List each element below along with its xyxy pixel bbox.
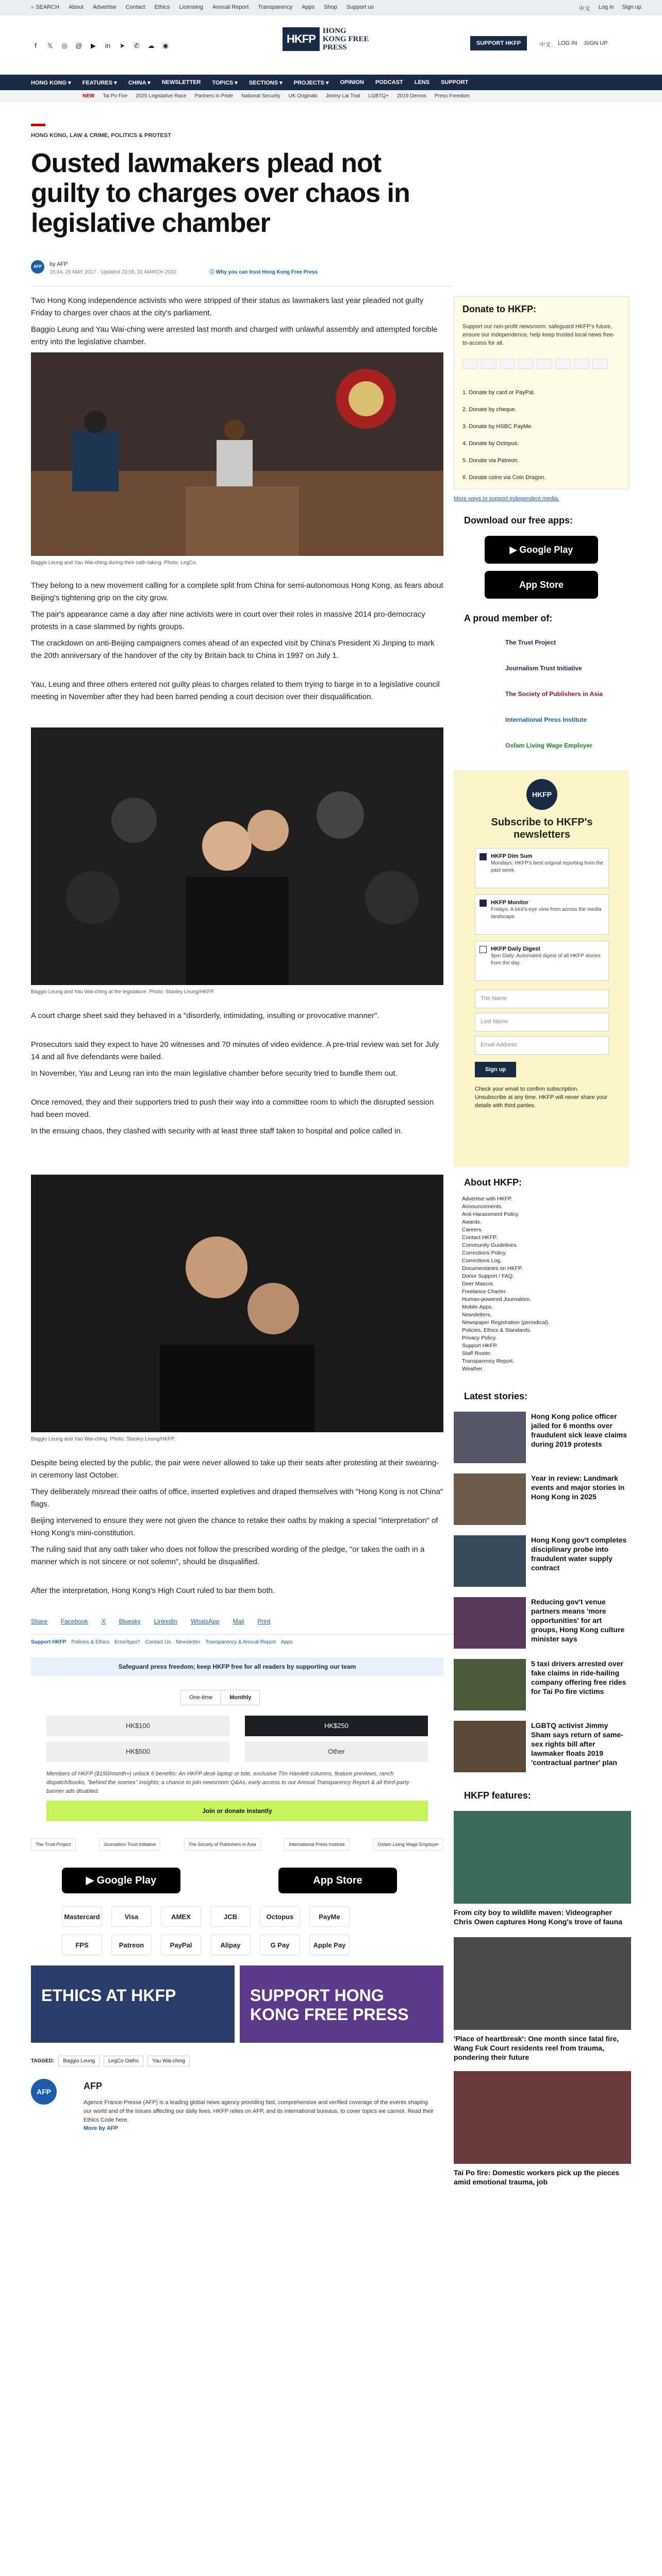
nav-support[interactable]: SUPPORT <box>441 79 469 86</box>
trend-link[interactable]: 2025 Legislative Race <box>136 93 187 99</box>
about-link[interactable]: Corrections Policy. <box>462 1250 507 1256</box>
one-time-tab[interactable]: One-time <box>189 1694 213 1701</box>
footer-link[interactable]: Transparency & Annual Report <box>205 1639 276 1645</box>
card-icon <box>574 359 589 369</box>
transparency-link[interactable]: Transparency <box>258 4 293 10</box>
apps-link[interactable]: Apps <box>302 4 315 10</box>
footer-link[interactable]: Policies & Ethics <box>71 1639 110 1645</box>
amount-option[interactable]: HK$100 <box>46 1716 229 1736</box>
feature-story[interactable]: 'Place of heartbreak': One month since fatal fire, Wang Fuk Court residents reel from trauma, pondering their future <box>454 1937 631 2062</box>
tag[interactable]: LegCo Oaths <box>104 2056 143 2066</box>
feature-image[interactable] <box>454 1811 631 1904</box>
membership-logos <box>31 1834 443 1855</box>
about-link[interactable]: Careers. <box>462 1227 483 1233</box>
trend-link[interactable]: Press Freedom <box>434 93 470 99</box>
trend-link[interactable]: National Security <box>241 93 280 99</box>
article-title: Ousted lawmakers plead not guilty to charges over chaos in legislative chamber <box>31 148 410 238</box>
card-icon <box>592 359 608 369</box>
paragraph: They deliberately misread their oaths of office, inserted expletives and draped themselves with "Hong Kong is not China" flags. <box>31 1487 443 1509</box>
share-print[interactable]: Print <box>257 1618 271 1625</box>
divider <box>31 1634 454 1635</box>
annual-report-link[interactable]: Annual Report <box>212 4 249 10</box>
app-store-button[interactable]: App Store <box>278 1868 397 1893</box>
footer-link[interactable]: Error/typo? <box>114 1639 140 1645</box>
paragraph: In the ensuing chaos, they clashed with security with at least three staff taken to hospital and police called in. <box>31 1127 403 1136</box>
payment-methods-row-1 <box>62 1906 350 1927</box>
about-link[interactable]: Documentaries on HKFP. <box>462 1265 523 1272</box>
gpay-icon: G Pay <box>260 1935 300 1955</box>
ipi-logo[interactable]: International Press Institute <box>284 1838 350 1851</box>
newsletter-option[interactable]: HKFP Monitor Fridays: A bird's-eye view from across the media landscape. <box>475 894 609 935</box>
newsletter-heading: Subscribe to HKFP's newsletters <box>491 817 593 840</box>
payme-icon: PayMe <box>309 1906 350 1927</box>
login-link[interactable]: Log in <box>598 4 614 10</box>
signup-link[interactable]: Sign up <box>622 4 641 10</box>
oxfam-logo[interactable]: Oxfam Living Wage Employer <box>373 1838 443 1851</box>
nav-podcast[interactable]: PODCAST <box>375 79 403 86</box>
about-link[interactable]: Awards. <box>462 1219 482 1225</box>
newsletter-logo: HKFP <box>526 779 557 810</box>
checkbox[interactable] <box>479 900 487 907</box>
donate-option[interactable]: 3. Donate by HSBC PayMe. <box>462 423 533 430</box>
donate-box <box>454 296 629 489</box>
trend-link[interactable]: 2019 Demos <box>397 93 426 99</box>
donate-option[interactable]: 2. Donate by cheque. <box>462 406 517 413</box>
nav-features[interactable]: FEATURES ▾ <box>82 80 117 86</box>
feature-image[interactable] <box>454 1937 631 2030</box>
mastercard-icon: Mastercard <box>62 1906 102 1927</box>
paragraph: In November, Yau and Leung ran into the main legislative chamber before security tried to bundle them out. <box>31 1069 398 1078</box>
facebook-icon[interactable]: f <box>35 42 37 49</box>
share-label[interactable]: Share <box>31 1618 48 1625</box>
site-logo[interactable]: HKFP HONG KONG FREE PRESS <box>283 25 386 54</box>
card-icon <box>500 359 515 369</box>
search-link[interactable]: ⌕ SEARCH <box>31 4 60 10</box>
nav-lens[interactable]: LENS <box>414 79 430 86</box>
byline-author[interactable]: by AFP <box>49 261 68 267</box>
about-heading: About HKFP: <box>464 1177 522 1188</box>
donate-text: Support our non-profit newsroom: safeguard HKFP's future, ensure our independence, help keep trusted local news free-to-access for all. <box>462 324 615 346</box>
amount-option[interactable]: HK$500 <box>46 1741 229 1762</box>
trust-project[interactable]: The Trust Project <box>505 639 556 646</box>
jti[interactable]: Journalism Trust Initiative <box>505 665 582 672</box>
amex-icon: AMEX <box>161 1906 201 1927</box>
photo-caption: Baggio Leung and Yau Wai-ching at the legislature. Photo: Stanley Leung/HKFP. <box>31 989 214 995</box>
safeguard-banner: Safeguard press freedom; keep HKFP free for all readers by supporting our team <box>31 1657 443 1676</box>
monthly-tab[interactable]: Monthly <box>221 1690 259 1705</box>
sidebar-google-play[interactable]: ▶ Google Play <box>485 536 598 564</box>
donate-option[interactable]: 5. Donate via Patreon. <box>462 457 519 464</box>
newsletter-option[interactable]: HKFP Dim Sum Mondays: HKFP's best original reporting from the past week. <box>475 848 609 888</box>
social-icons <box>31 41 170 50</box>
masthead-login[interactable]: LOG IN <box>558 40 577 46</box>
story-thumbnail[interactable] <box>454 1721 526 1772</box>
lang-switch[interactable]: 中文 <box>539 42 551 48</box>
first-name-input[interactable]: The Name <box>475 990 609 1008</box>
youtube-icon[interactable]: ▶ <box>91 42 96 49</box>
paypal-icon: PayPal <box>161 1935 201 1955</box>
share-bar <box>31 1618 270 1625</box>
about-link[interactable]: Freelance Charter. <box>462 1289 507 1295</box>
story-thumbnail[interactable] <box>454 1535 526 1587</box>
donate-option[interactable]: 4. Donate by Octopus. <box>462 440 519 447</box>
paragraph: Two Hong Kong independence activists who were stripped of their status as lawmakers last year pleaded not guilty Friday to charges over chaos at the city's parliament. <box>31 296 424 317</box>
share-facebook[interactable]: Facebook <box>61 1618 88 1625</box>
share-x[interactable]: X <box>101 1618 106 1625</box>
author-box <box>31 2079 443 2151</box>
card-icon <box>481 359 496 369</box>
card-icon <box>518 359 534 369</box>
story-thumbnail[interactable] <box>454 1412 526 1463</box>
apps-heading: Download our free apps: <box>464 515 573 526</box>
paragraph: Baggio Leung and Yau Wai-ching were arrested last month and charged with unlawful assembly and attempted forcible entry into the legislative chamber. <box>31 325 438 346</box>
photo-caption: Baggio Leung and Yau Wai-ching during their oath-taking. Photo: LegCo. <box>31 560 197 566</box>
about-link[interactable]: Anti-Harassment Policy. <box>462 1211 520 1217</box>
member-heading: A proud member of: <box>464 613 553 623</box>
lang-link[interactable]: 中文 <box>578 6 590 12</box>
paragraph: The crackdown on anti-Beijing campaigners comes ahead of an expected visit by China's President Xi Jinping to mark the 20th anniversary of the handover of the city by Britain back to China in 1997 on July 1. <box>31 639 435 660</box>
latest-story[interactable]: Reducing gov't venue partners means 'more opportunities' for art groups, Hong Kong culture minister says <box>454 1597 631 1659</box>
photo-caption: Baggio Leung and Yau Wai-ching. Photo: Stanley Leung/HKFP. <box>31 1436 175 1442</box>
patreon-icon: Patreon <box>111 1935 152 1955</box>
about-link[interactable]: Privacy Policy. <box>462 1335 497 1341</box>
nav-opinion[interactable]: OPINION <box>340 79 364 86</box>
about-link[interactable]: Staff Roster. <box>462 1350 492 1357</box>
tag[interactable]: Yau Wai-ching <box>147 2056 190 2066</box>
threads-icon[interactable]: @ <box>75 42 82 49</box>
paragraph: They belong to a new movement calling for a complete split from China for semi-autonomous Hong Kong, as fears about Beijing's tightening grip on the city grow. <box>31 581 443 602</box>
bluesky-icon[interactable]: ☁ <box>147 42 155 49</box>
article-photo-closeup <box>31 1175 443 1432</box>
checkbox[interactable] <box>479 946 487 953</box>
masthead-signup[interactable]: SIGN UP <box>584 40 608 46</box>
article-photo-oath <box>31 352 443 556</box>
about-link[interactable]: Announcements. <box>462 1204 503 1210</box>
about-link[interactable]: Contact HKFP. <box>462 1234 498 1241</box>
about-link[interactable]: Community Guidelines. <box>462 1242 518 1248</box>
linkedin-icon[interactable]: in <box>105 42 111 49</box>
newsletter-note: Check your email to confirm subscription. Unsubscribe at any time. HKFP will never share your details with third parties. <box>475 1086 608 1109</box>
paragraph: A court charge sheet said they behaved in a "disorderly, intimidating, insulting or provocative manner". <box>31 1011 379 1020</box>
ipi[interactable]: International Press Institute <box>505 716 587 723</box>
paragraph: Prosecutors said they expect to have 20 witnesses and 70 minutes of video evidence. A pre-trial review was set for July 14 and all five defendants were bailed. <box>31 1040 439 1061</box>
paragraph: The pair's appearance came a day after nine activists were in court over their roles in massive 2014 pro-democracy protests in a case slammed by rights groups. <box>31 610 425 631</box>
paragraph: After the interpretation, Hong Kong's High Court ruled to bar them both. <box>31 1586 275 1595</box>
trend-link[interactable]: Jimmy Lai Trial <box>325 93 360 99</box>
rss-icon[interactable]: ◉ <box>162 42 169 49</box>
about-link[interactable]: Weather. <box>462 1366 484 1372</box>
visa-icon: Visa <box>111 1906 152 1927</box>
latest-story[interactable]: Hong Kong gov't completes disciplinary probe into fraudulent water supply contract <box>454 1535 631 1597</box>
share-linkedin[interactable]: LinkedIn <box>154 1618 178 1625</box>
latest-story[interactable]: LGBTQ activist Jimmy Sham says return of same-sex rights bill after lawmaker floats 2019 'contractual partner' plan <box>454 1721 631 1783</box>
telegram-icon[interactable]: ➤ <box>119 42 125 49</box>
share-whatsapp[interactable]: WhatsApp <box>191 1618 220 1625</box>
sopa-logo[interactable]: The Society of Publishers in Asia <box>184 1838 261 1851</box>
nav-sections[interactable]: SECTIONS ▾ <box>249 80 283 86</box>
article-photo-crowd <box>31 727 443 985</box>
tags <box>31 2056 190 2066</box>
support-hkfp-button[interactable]: SUPPORT HKFP <box>470 36 527 50</box>
jcb-icon: JCB <box>210 1906 251 1927</box>
donate-heading: Donate to HKFP: <box>462 304 536 314</box>
section-accent-bar <box>31 124 45 126</box>
about-link[interactable]: Corrections Log. <box>462 1258 502 1264</box>
sidebar-app-store[interactable]: App Store <box>485 571 598 599</box>
contact-link[interactable]: Contact <box>125 4 145 10</box>
alipay-icon: Alipay <box>210 1935 251 1955</box>
tag[interactable]: Baggio Leung <box>58 2056 100 2066</box>
nav-newsletter[interactable]: NEWSLETTER <box>161 79 201 86</box>
latest-heading: Latest stories: <box>464 1391 528 1401</box>
feature-story[interactable]: Tai Po fire: Domestic workers pick up the pieces amid emotional trauma, job <box>454 2071 631 2187</box>
about-link[interactable]: Donor Support / FAQ. <box>462 1273 514 1279</box>
share-mail[interactable]: Mail <box>233 1618 244 1625</box>
about-link[interactable]: Transparency Report. <box>462 1358 515 1364</box>
oxfam[interactable]: Oxfam Living Wage Employer <box>505 742 592 749</box>
trend-link[interactable]: Partners in Pride <box>194 93 234 99</box>
jti-logo[interactable]: Journalism Trust Initiative <box>99 1838 161 1851</box>
footer-link[interactable]: Apps <box>280 1639 293 1645</box>
share-bluesky[interactable]: Bluesky <box>119 1618 141 1625</box>
donate-option[interactable]: 6. Donate coins via Coin Dragon. <box>462 474 546 481</box>
feature-story[interactable]: From city boy to wildlife maven: Videographer Chris Owen captures Hong Kong's trove of fauna <box>454 1811 631 1926</box>
amount-option-selected[interactable]: HK$250 <box>245 1716 428 1736</box>
features-heading: HKFP features: <box>464 1790 531 1801</box>
paragraph: Once removed, they and their supporters tried to push their way into a committee room to which the disrupted session had been moved. <box>31 1098 434 1119</box>
card-icon <box>555 359 571 369</box>
email-input[interactable]: Email Address <box>475 1036 609 1055</box>
support-promo[interactable]: SUPPORT HONG KONG FREE PRESS <box>240 1965 443 2043</box>
about-link[interactable]: Human-powered Journalism. <box>462 1296 532 1302</box>
join-donate-button[interactable]: Join or donate instantly <box>46 1801 428 1821</box>
newsletter-option[interactable]: HKFP Daily Digest 9pm Daily: Automated digest of all HKFP stories from the day. <box>475 941 609 981</box>
shop-link[interactable]: Shop <box>324 4 337 10</box>
fps-icon: FPS <box>62 1935 102 1955</box>
footer-link[interactable]: Newsletter <box>176 1639 201 1645</box>
latest-story[interactable]: Year in review: Landmark events and major stories in Hong Kong in 2025 <box>454 1473 631 1535</box>
nav-topics[interactable]: TOPICS ▾ <box>212 80 238 86</box>
octopus-icon: Octopus <box>260 1906 300 1927</box>
checkbox[interactable] <box>479 853 487 860</box>
article-footer-links <box>31 1639 293 1645</box>
latest-story[interactable]: Hong Kong police officer jailed for 6 months over fraudulent sick leave claims during 2019 protests <box>454 1412 631 1473</box>
ethics-link[interactable]: Ethics <box>154 4 170 10</box>
story-thumbnail[interactable] <box>454 1659 526 1710</box>
about-link[interactable]: Newspaper Registration (periodical). <box>462 1319 550 1326</box>
footer-link[interactable]: Support HKFP <box>31 1639 67 1645</box>
instagram-icon[interactable]: ◎ <box>61 42 68 49</box>
paragraph: Despite being elected by the public, the pair were never allowed to take up their seats after protesting at their swearing-in ceremony last October. <box>31 1459 439 1480</box>
new-badge: NEW <box>82 93 95 99</box>
sidebar <box>454 0 631 2576</box>
last-name-input[interactable]: Last Name <box>475 1013 609 1031</box>
google-play-button[interactable]: ▶ Google Play <box>62 1868 180 1893</box>
donate-option[interactable]: 1. Donate by card or PayPal. <box>462 389 535 396</box>
footer-link[interactable]: Contact Us <box>145 1639 171 1645</box>
article-category: HONG KONG, LAW & CRIME, POLITICS & PROTEST <box>31 132 171 139</box>
story-thumbnail[interactable] <box>454 1473 526 1525</box>
card-icon <box>462 359 478 369</box>
byline <box>31 260 454 281</box>
support-us-link[interactable]: Support us <box>346 4 374 10</box>
ethics-promo[interactable]: ETHICS AT HKFP <box>31 1965 235 2043</box>
paragraph: Yau, Leung and three others entered not guilty pleas to charges related to them trying to barge in to a legislative council meeting in November after they had been barred pending a court decision over their disqualification. <box>31 680 440 701</box>
story-thumbnail[interactable] <box>454 1597 526 1649</box>
feature-image[interactable] <box>454 2071 631 2164</box>
signup-button[interactable]: Sign up <box>475 1062 516 1077</box>
whatsapp-icon[interactable]: ✆ <box>134 42 140 49</box>
nav-hong-kong[interactable]: HONG KONG ▾ <box>31 80 71 86</box>
about-link[interactable]: Advertise with HKFP. <box>462 1196 512 1202</box>
newsletter-box <box>454 770 629 1167</box>
x-icon[interactable]: 𝕏 <box>47 42 53 49</box>
trend-link[interactable]: UK Originals <box>288 93 318 99</box>
about-link[interactable]: Policies, Ethics & Standards. <box>462 1327 532 1333</box>
membership-description: Members of HKFP ($150/month+) unlock 6 benefits: An HKFP desk laptop or tote, exclusive Tim Hamlett columns, feature previews, ranch dispatch/books, "behind the scenes" insights; a chance to join newsroom Q&As, early access to our Annual Transparency Report & all third-party banner ads disabled. <box>46 1771 409 1794</box>
payment-badges <box>462 359 617 369</box>
about-link[interactable]: Support HKFP. <box>462 1343 498 1349</box>
about-link[interactable]: About <box>69 4 84 10</box>
latest-story[interactable]: 5 taxi drivers arrested over fake claims in ride-hailing company offering free rides for Tai Po fire victims <box>454 1659 631 1721</box>
trend-link[interactable]: LGBTQ+ <box>368 93 389 99</box>
more-ways-link[interactable]: More ways to support independent media. <box>454 496 559 502</box>
author-name[interactable]: AFP <box>84 2081 102 2091</box>
licensing-link[interactable]: Licensing <box>179 4 204 10</box>
amount-option[interactable]: Other <box>245 1741 428 1762</box>
paragraph: Beijing intervened to ensure they were not given the chance to retake their oaths by making a special "interpretation" of Hong Kong's mini-constitution. <box>31 1516 438 1537</box>
frequency-toggle <box>180 1690 260 1705</box>
applepay-icon: Apple Pay <box>309 1935 350 1955</box>
payment-methods-row-2 <box>62 1935 350 1955</box>
about-link[interactable]: Deer Mascot. <box>462 1281 494 1287</box>
about-links <box>462 1195 622 1373</box>
advertise-link[interactable]: Advertise <box>92 4 117 10</box>
about-link[interactable]: Mobile Apps. <box>462 1304 493 1310</box>
trend-link[interactable]: Tai Po Fire <box>103 93 128 99</box>
about-link[interactable]: Newsletters. <box>462 1312 492 1318</box>
nav-china[interactable]: CHINA ▾ <box>128 80 151 86</box>
sopa[interactable]: The Society of Publishers in Asia <box>505 690 603 698</box>
author-logo: AFP <box>31 2079 57 2105</box>
card-icon <box>537 359 552 369</box>
trust-link[interactable]: ⓘ Why you can trust Hong Kong Free Press <box>209 269 318 275</box>
trust-project-logo[interactable]: The Trust Project <box>31 1838 76 1851</box>
tags-label: TAGGED: <box>31 2058 55 2064</box>
donation-options <box>462 384 545 486</box>
more-by-author[interactable]: More by AFP <box>84 2125 118 2131</box>
paragraph: The ruling said that any oath taker who does not follow the prescribed wording of the pledge, "or takes the oath in a manner which is not sincere or not solemn", should be disqualified. <box>31 1545 425 1566</box>
nav-projects[interactable]: PROJECTS ▾ <box>293 80 329 86</box>
author-bio: Agence France-Presse (AFP) is a leading global news agency providing fast, comprehensive and verified coverage of the events shaping our world and of the issues affecting our daily lives. HKFP relies on AFP, and its international bureaus, to cover topics we cannot. Read their Ethics Code here. <box>84 2099 434 2123</box>
author-avatar: AFP <box>31 260 44 274</box>
byline-dates: 15:44, 26 MAY 2017 · Updated 23:55, 31 MARCH 2020 <box>49 269 176 275</box>
